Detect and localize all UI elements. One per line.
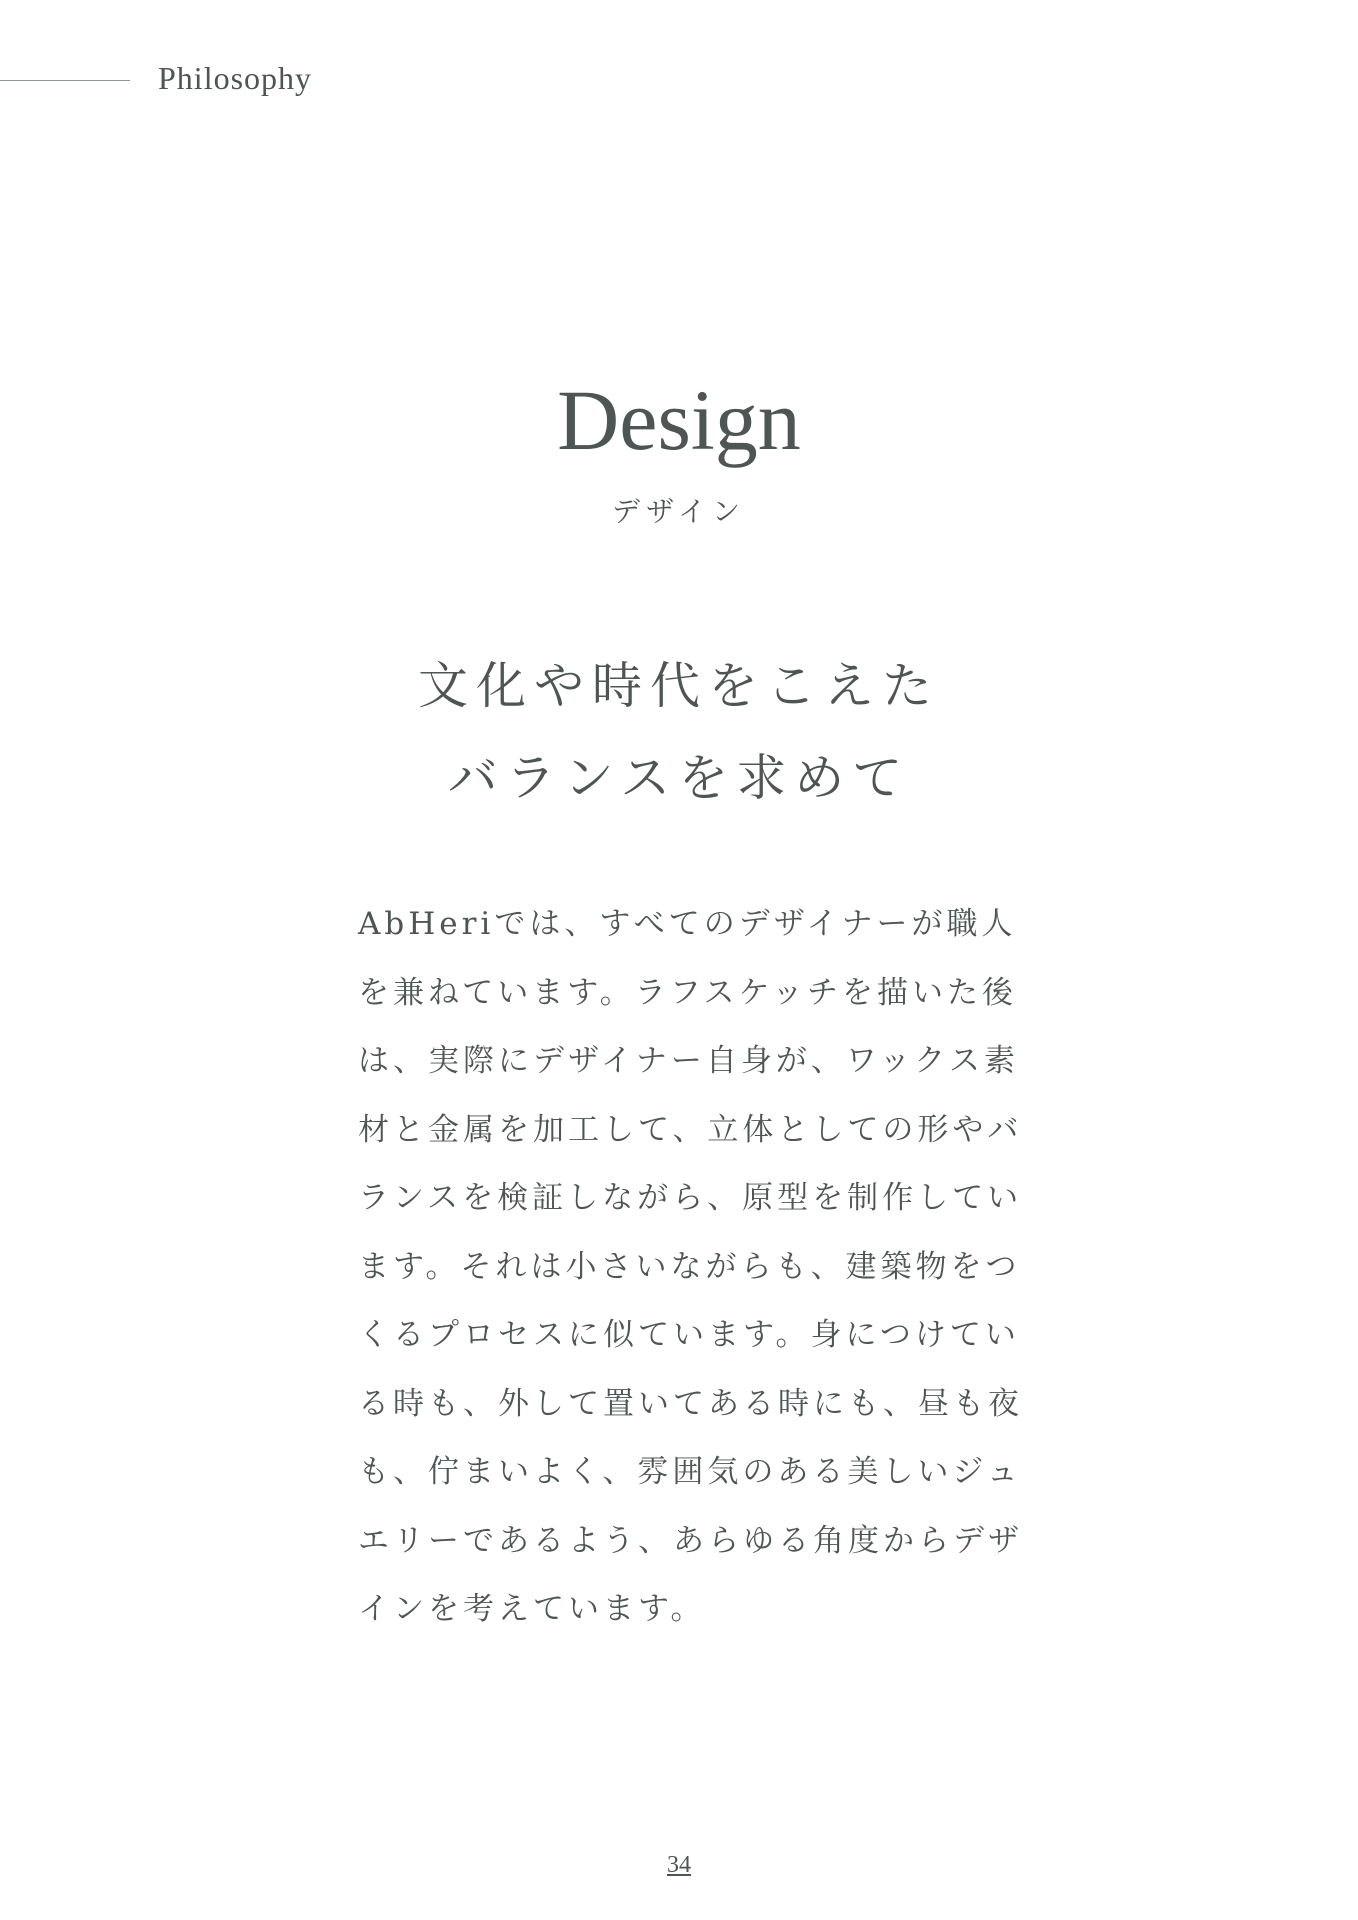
header-rule	[0, 80, 130, 81]
body-line: ランスを検証しながら、原型を制作してい	[358, 1180, 1023, 1216]
body-line: る時も、外して置いてある時にも、昼も夜	[358, 1385, 1023, 1422]
page-number: 34	[667, 1852, 691, 1878]
body-line: ます。それは小さいながらも、建築物をつ	[358, 1248, 1021, 1285]
body-line: は、実際にデザイナー自身が、ワックス素	[358, 1043, 1019, 1079]
body-line: くるプロセスに似ています。身につけてい	[358, 1317, 1020, 1353]
page-title: Design	[557, 372, 801, 468]
body-line: も、佇まいよく、雰囲気のある美しいジュ	[358, 1454, 1022, 1490]
headline-line: 文化や時代をこえた	[418, 657, 940, 715]
body-paragraph	[358, 890, 1023, 1644]
page-subtitle: デザイン	[611, 495, 747, 528]
body-line: 材と金属を加工して、立体としての形やバ	[358, 1111, 1023, 1148]
body-line: インを考えています。	[358, 1591, 706, 1627]
body-line: AbHeriでは、すべてのデザイナーが職人	[358, 906, 1017, 942]
body-line: エリーであるよう、あらゆる角度からデザ	[358, 1522, 1023, 1559]
body-line: を兼ねています。ラフスケッチを描いた後	[358, 974, 1017, 1011]
headline-line: バランスを求めて	[447, 749, 911, 807]
section-label: Philosophy	[158, 60, 313, 96]
headline	[0, 640, 1358, 824]
